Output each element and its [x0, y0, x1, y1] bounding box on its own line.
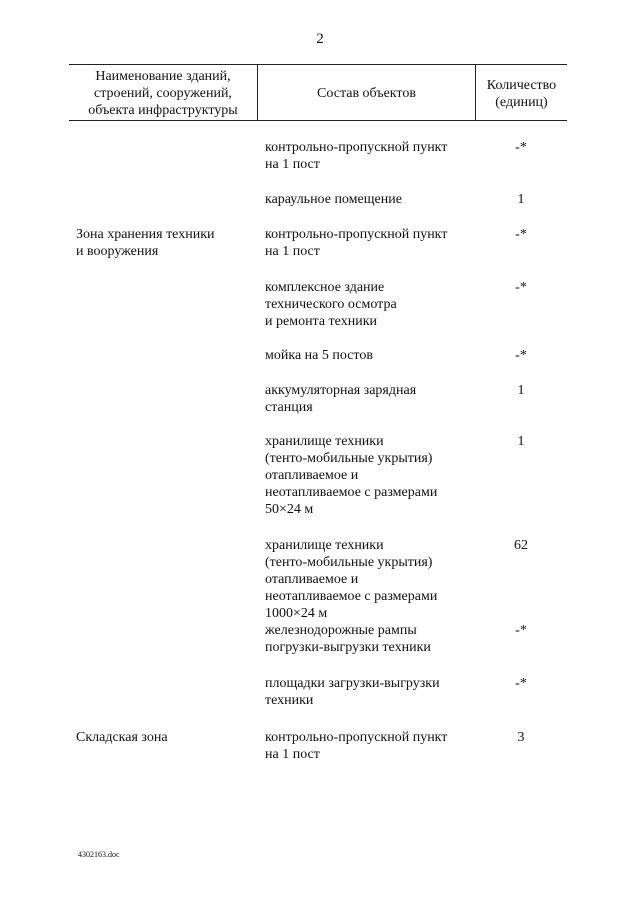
header-composition-column: Состав объектов	[317, 86, 416, 101]
table-top-rule	[69, 64, 567, 65]
object-cell: контрольно-пропускной пункт на 1 пост	[265, 140, 448, 172]
object-cell: аккумуляторная зарядная станция	[265, 383, 417, 415]
quantity-cell: -*	[515, 227, 527, 242]
object-cell: железнодорожные рампы погрузки-выгрузки техники	[265, 623, 431, 655]
table-header-rule	[69, 120, 567, 121]
object-cell: площадки загрузки-выгрузки техники	[265, 676, 440, 708]
quantity-cell: 62	[514, 538, 528, 553]
header-quantity-column: Количество (единиц)	[486, 78, 557, 110]
object-cell: караульное помещение	[265, 192, 402, 207]
quantity-cell: 1	[517, 383, 525, 398]
object-cell: контрольно-пропускной пункт на 1 пост	[265, 730, 448, 762]
header-name-column: Наименование зданий, строений, сооружений, объекта инфраструктуры	[88, 69, 238, 118]
quantity-cell: -*	[515, 676, 527, 691]
zone-cell: Складская зона	[76, 730, 168, 745]
object-cell: мойка на 5 постов	[265, 348, 373, 363]
document-code: 4302163.doc	[78, 850, 120, 859]
object-cell: хранилище техники (тенто-мобильные укрытия) отапливаемое и неотапливаемое с размерами 1000×24 м	[265, 538, 438, 621]
quantity-cell: -*	[515, 348, 527, 363]
quantity-cell: -*	[515, 280, 527, 295]
page-number: 2	[316, 31, 324, 47]
quantity-cell: 1	[517, 434, 525, 449]
object-cell: комплексное здание технического осмотра и ремонта техники	[265, 280, 397, 329]
quantity-cell: -*	[515, 623, 527, 638]
quantity-cell: 3	[517, 730, 525, 745]
quantity-cell: -*	[515, 140, 527, 155]
object-cell: хранилище техники (тенто-мобильные укрытия) отапливаемое и неотапливаемое с размерами 50×24 м	[265, 434, 438, 517]
quantity-cell: 1	[517, 192, 525, 207]
object-cell: контрольно-пропускной пункт на 1 пост	[265, 227, 448, 259]
zone-cell: Зона хранения техники и вооружения	[76, 227, 215, 259]
